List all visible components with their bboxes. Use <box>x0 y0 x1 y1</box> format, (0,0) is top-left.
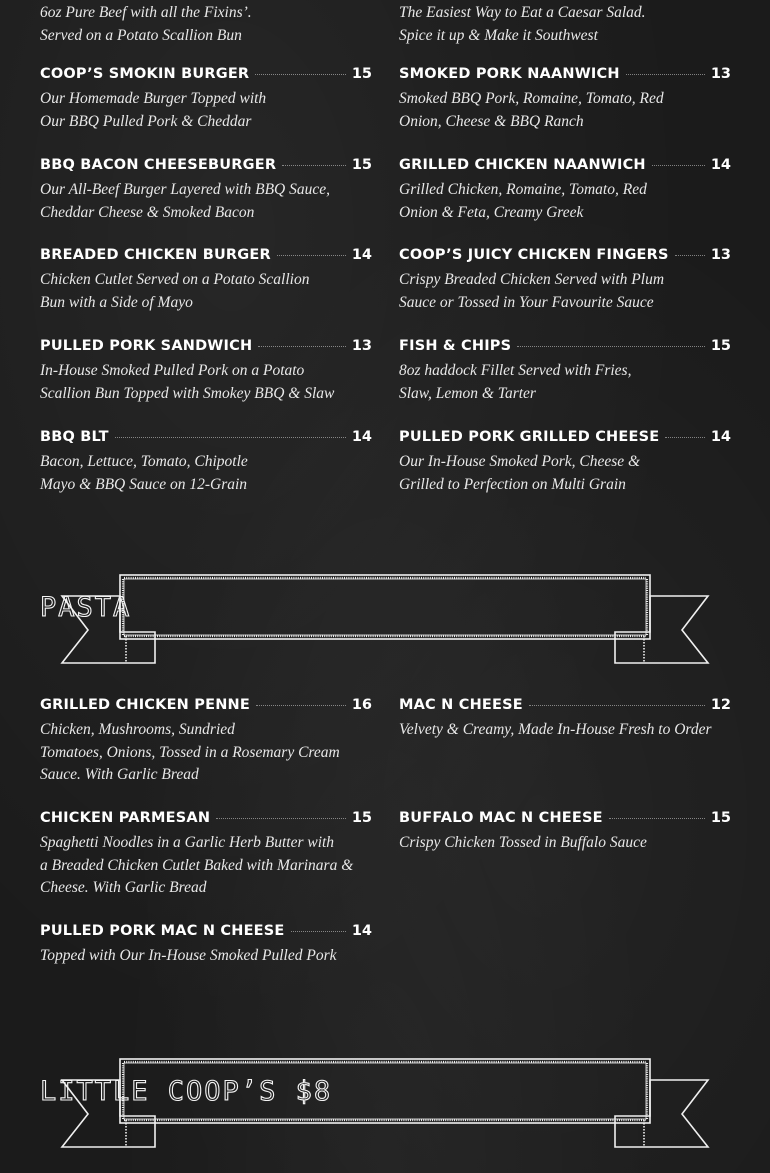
item-price: 15 <box>351 66 372 82</box>
item-name: PULLED PORK MAC N CHEESE <box>40 923 285 939</box>
item-name: CHICKEN PARMESAN <box>40 810 211 826</box>
dot-leader <box>609 818 705 819</box>
top-fragment-right: The Easiest Way to Eat a Caesar Salad. Spice it up & Make it Southwest <box>399 4 646 44</box>
menu-item <box>40 338 372 405</box>
menu-item <box>40 66 372 133</box>
item-price: 15 <box>351 157 372 173</box>
little-coops-banner <box>40 1054 720 1154</box>
little-coops-section-title: LITTLE COOP’S $8 <box>40 1076 333 1107</box>
item-description: Chicken, Mushrooms, Sundried Tomatoes, Onions, Tossed in a Rosemary Cream Sauce. With Garlic Bread <box>40 721 340 783</box>
item-name: SMOKED PORK NAANWICH <box>399 66 620 82</box>
item-description: 8oz haddock Fillet Served with Fries, Slaw, Lemon & Tarter <box>399 362 632 402</box>
item-name: GRILLED CHICKEN PENNE <box>40 697 250 713</box>
dot-leader <box>626 74 705 75</box>
item-description: Our In-House Smoked Pork, Cheese & Grilled to Perfection on Multi Grain <box>399 453 641 493</box>
menu-item <box>40 157 372 224</box>
item-price: 14 <box>710 157 731 173</box>
item-price: 15 <box>710 338 731 354</box>
item-price: 13 <box>351 338 372 354</box>
item-price: 13 <box>710 247 731 263</box>
menu-item <box>399 66 731 133</box>
menu-item <box>399 810 731 855</box>
item-price: 14 <box>351 247 372 263</box>
item-name: PULLED PORK GRILLED CHEESE <box>399 429 660 445</box>
item-price: 12 <box>710 697 731 713</box>
dot-leader <box>256 705 346 706</box>
item-price: 14 <box>351 429 372 445</box>
item-name: BUFFALO MAC N CHEESE <box>399 810 603 826</box>
item-description: Velvety & Creamy, Made In-House Fresh to Order <box>399 721 712 738</box>
dot-leader <box>115 437 346 438</box>
dot-leader <box>291 931 346 932</box>
ribbon-icon <box>40 570 720 670</box>
item-description: Smoked BBQ Pork, Romaine, Tomato, Red Onion, Cheese & BBQ Ranch <box>399 90 664 130</box>
menu-item <box>40 923 372 968</box>
menu-item <box>399 429 731 496</box>
item-description: Our All-Beef Burger Layered with BBQ Sauce, Cheddar Cheese & Smoked Bacon <box>40 181 330 221</box>
dot-leader <box>277 255 346 256</box>
dot-leader <box>216 818 346 819</box>
dot-leader <box>529 705 705 706</box>
item-description: Topped with Our In-House Smoked Pulled Pork <box>40 947 337 964</box>
item-description: Bacon, Lettuce, Tomato, Chipotle Mayo & BBQ Sauce on 12-Grain <box>40 453 248 493</box>
item-name: FISH & CHIPS <box>399 338 512 354</box>
top-fragment-left: 6oz Pure Beef with all the Fixins’. Served on a Potato Scallion Bun <box>40 4 252 44</box>
item-description: Chicken Cutlet Served on a Potato Scallion Bun with a Side of Mayo <box>40 271 310 311</box>
menu-item <box>399 157 731 224</box>
item-price: 14 <box>710 429 731 445</box>
item-name: BBQ BACON CHEESEBURGER <box>40 157 277 173</box>
item-description: In-House Smoked Pulled Pork on a Potato Scallion Bun Topped with Smokey BBQ & Slaw <box>40 362 335 402</box>
item-price: 14 <box>351 923 372 939</box>
item-price: 15 <box>710 810 731 826</box>
dot-leader <box>282 165 346 166</box>
menu-item <box>399 338 731 405</box>
item-name: COOP’S SMOKIN BURGER <box>40 66 250 82</box>
item-price: 15 <box>351 810 372 826</box>
dot-leader <box>255 74 346 75</box>
pasta-section-title: PASTA <box>40 592 132 623</box>
item-price: 13 <box>710 66 731 82</box>
menu-item <box>399 247 731 314</box>
dot-leader <box>517 346 705 347</box>
menu-item <box>40 810 372 900</box>
menu-item <box>399 697 731 742</box>
dot-leader <box>675 255 705 256</box>
item-price: 16 <box>351 697 372 713</box>
item-name: COOP’S JUICY CHICKEN FINGERS <box>399 247 669 263</box>
item-name: MAC N CHEESE <box>399 697 523 713</box>
dot-leader <box>258 346 346 347</box>
item-name: BREADED CHICKEN BURGER <box>40 247 271 263</box>
item-description: Crispy Chicken Tossed in Buffalo Sauce <box>399 834 647 851</box>
dot-leader <box>652 165 705 166</box>
dot-leader <box>665 437 704 438</box>
pasta-banner <box>40 570 720 670</box>
menu-item <box>40 429 372 496</box>
menu-item <box>40 697 372 787</box>
item-description: Grilled Chicken, Romaine, Tomato, Red Onion & Feta, Creamy Greek <box>399 181 647 221</box>
menu-item <box>40 247 372 314</box>
item-description: Crispy Breaded Chicken Served with Plum Sauce or Tossed in Your Favourite Sauce <box>399 271 665 311</box>
item-description: Spaghetti Noodles in a Garlic Herb Butter with a Breaded Chicken Cutlet Baked with Marinara & Cheese. With Garlic Bread <box>40 834 354 896</box>
item-description: Our Homemade Burger Topped with Our BBQ Pulled Pork & Cheddar <box>40 90 267 130</box>
item-name: PULLED PORK SANDWICH <box>40 338 253 354</box>
item-name: GRILLED CHICKEN NAANWICH <box>399 157 646 173</box>
item-name: BBQ BLT <box>40 429 109 445</box>
